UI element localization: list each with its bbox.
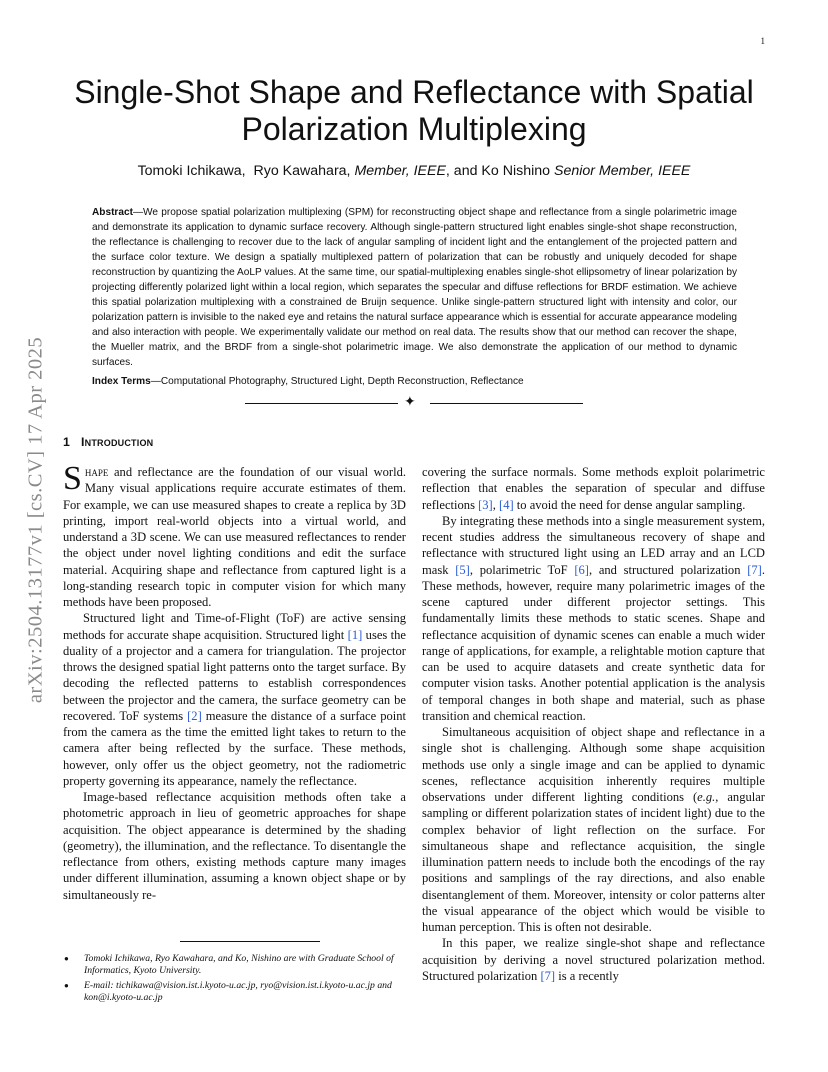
drop-cap-smallcaps: hape (84, 465, 109, 479)
footnotes (63, 953, 408, 1007)
intro-paragraph-6 (422, 724, 765, 935)
section-number: 1 (63, 435, 71, 449)
footnote-text: Tomoki Ichikawa, Ryo Kawahara, and Ko, Nishino are with Graduate School of Informatics, Kyoto University. (84, 953, 394, 976)
footnote-text: E-mail: tichikawa@vision.ist.i.kyoto-u.ac.jp, ryo@vision.ist.i.kyoto-u.ac.jp and kon@i.kyoto-u.ac.jp (84, 980, 392, 1003)
citation-link[interactable]: [2] (187, 708, 202, 723)
author-list (60, 163, 768, 179)
author-2-role: Member, IEEE (354, 163, 446, 179)
index-terms-label: Index Terms (92, 376, 151, 387)
paragraph-text: uses the duality of a projector and a camera for triangulation. The projector throws the designed spatial light patterns onto the target surface. By decoding the reflected patterns to establish correspondences between the projector and the camera, the surface geometry can be recovered. ToF systems (63, 627, 406, 723)
paragraph-text: to avoid the need for dense angular sampling. (513, 497, 746, 512)
citation-separator: , (492, 497, 500, 512)
abstract (92, 205, 737, 371)
page-number: 1 (760, 36, 765, 46)
footnote-affiliation (63, 953, 408, 977)
author-3-role: Senior Member, IEEE (553, 163, 691, 179)
separator-rule-right (430, 403, 583, 404)
abstract-text: —We propose spatial polarization multiplexing (SPM) for reconstructing object shape and reflectance from a single polarimetric image and demonstrate its application to dynamic surface recovery. Although single-pattern structured light enables single-shot shape reconstruction, the reflectance is challenging to recover due to the lack of angular sampling of incident light and the entanglement of the projected pattern and the surface color texture. We design a spatially multiplexed pattern of polarization that can be robustly and uniquely decoded for shape reconstruction by quantizing the AoLP values. At the same time, our spatial-multiplexing enables single-shot ellipsometry of linear polarization by projecting differently polarized light within a local region, which separates the specular and diffuse reflections for BRDF estimation. We achieve this spatial polarization multiplexing with a constrained de Bruijn sequence. Unlike single-pattern structured light with intensity and color, our polarization pattern is invisible to the naked eye and retains the natural surface appearance which is essential for accurate appearance modeling and also interaction with people. We experimentally validate our method on real data. The results show that our method can recover the shape, the Mueller matrix, and the BRDF from a single-shot polarimetric image. We also demonstrate the application of our method to dynamic surfaces. (92, 207, 737, 369)
index-terms-text: —Computational Photography, Structured Light, Depth Reconstruction, Reflectance (150, 376, 524, 387)
citation-link[interactable]: [4] (499, 497, 514, 512)
right-column (422, 464, 765, 984)
citation-link[interactable]: [7] (540, 968, 556, 983)
paragraph-text: , angular sampling or different polarization states of incident light) due to the complex behavior of light reflection on the surface. For simultaneous shape and reflectance acquisition, the single illumination pattern needs to include both the encodings of the ray positions and samplings of the ray directions, and also enable disentanglement of them. Moreover, intensity or color patterns alter the visual appearance of the object which would be visible to human perception. This is often not desirable. (422, 790, 765, 934)
citation-link[interactable]: [7] (747, 562, 762, 577)
bullet-icon: ● (64, 981, 69, 990)
index-terms (92, 374, 737, 389)
citation-link[interactable]: [5] (455, 562, 470, 577)
paragraph-text: Simultaneous acquisition of object shape and reflectance in a single shot is challenging. Although some shape acquisition methods use only a single image and can be applied to dynamic scenes, reflectance acquisition inherently requires multiple observations under different lighting conditions ( (422, 725, 765, 804)
separator-rule-left (245, 403, 398, 404)
abstract-label: Abstract (92, 207, 133, 218)
section-title: Introduction (81, 435, 154, 449)
intro-paragraph-7 (422, 935, 765, 984)
citation-link[interactable]: [1] (347, 627, 363, 642)
title-line-2: Polarization Multiplexing (241, 111, 587, 147)
citation-link[interactable]: [3] (478, 497, 493, 512)
section-heading (63, 435, 153, 449)
title-line-1: Single-Shot Shape and Reflectance with Spatial (74, 74, 754, 110)
intro-paragraph-5 (422, 513, 765, 724)
bullet-icon: ● (64, 954, 69, 963)
paragraph-text: measure the distance of a surface point from the camera as the time the emitted light takes to return to the camera after being reflected by the surface. These methods, however, only offer us the object geometry, not the radiometric property governing its appearance, namely the reflectance. (63, 708, 406, 788)
paper-title (60, 74, 768, 148)
paragraph-text: , and structured polarization (588, 562, 748, 577)
paragraph-text: Structured light and Time-of-Flight (ToF) are active sensing methods for accurate shape acquisition. Structured light (63, 611, 406, 642)
separator-diamond-icon: ✦ (404, 395, 416, 410)
paragraph-text: In this paper, we realize single-shot shape and reflectance acquisition by deriving a novel structured polarization method. Structured polarization (422, 936, 765, 983)
citation-link[interactable]: [6] (574, 562, 589, 577)
intro-paragraph-1 (63, 460, 406, 610)
paragraph-text: covering the surface normals. Some methods exploit polarimetric reflection that enables the separation of specular and diffuse reflections (422, 465, 765, 512)
intro-paragraph-3: Image-based reflectance acquisition methods often take a photometric approach in lieu of geometric approaches for shape acquisition. The object appearance is determined by the shading (geometry), the illumination, and the reflectance. To disentangle the reflectance from others, existing methods capture many images under different illumination, assuming a known object shape or by simultaneously re- (63, 790, 406, 902)
author-2: Ryo Kawahara, (253, 163, 351, 179)
footnote-email (63, 980, 408, 1004)
drop-cap: S (63, 460, 82, 497)
paragraph-text: , polarimetric ToF (469, 562, 575, 577)
intro-paragraph-4 (422, 464, 765, 513)
left-column (63, 460, 406, 903)
paragraph-text: . These methods, however, require many polarimetric images of the scene captured under different projector settings. This fundamentally limits these methods to static scenes. Shape and reflectance acquisition of dynamic scenes can enable a much wider range of applications, for example, a relightable motion capture that can be used to acquire datasets and create synthetic data for computer vision tasks. Another potential application is the analysis of temporal changes in both shape and material, such as phase transition and chemical reaction. (422, 562, 765, 723)
emphasis-eg: e.g. (697, 790, 716, 804)
intro-paragraph-2 (63, 610, 406, 789)
author-1: Tomoki Ichikawa, (137, 163, 246, 179)
paragraph-text: is a recently (555, 968, 619, 983)
footnote-rule (180, 941, 320, 942)
arxiv-stamp[interactable]: arXiv:2504.13177v1 [cs.CV] 17 Apr 2025 (24, 336, 47, 704)
paragraph-text: and reflectance are the foundation of our visual world. Many visual applications require accurate estimates of them. For example, we can use measured shapes to create a replica by 3D printing, import real-world objects into a virtual world, and understand a 3D scene. We can use measured reflectances to render the object under novel lighting conditions and edit the surface material. Acquiring shape and reflectance from captured light is a long-standing research topic in computer vision for which many methods have been proposed. (63, 465, 406, 609)
paragraph-text: By integrating these methods into a single measurement system, recent studies address the simultaneous recovery of shape and reflectance with structured light using an LED array and an LCD mask (422, 513, 765, 577)
author-3: , and Ko Nishino (445, 163, 551, 179)
